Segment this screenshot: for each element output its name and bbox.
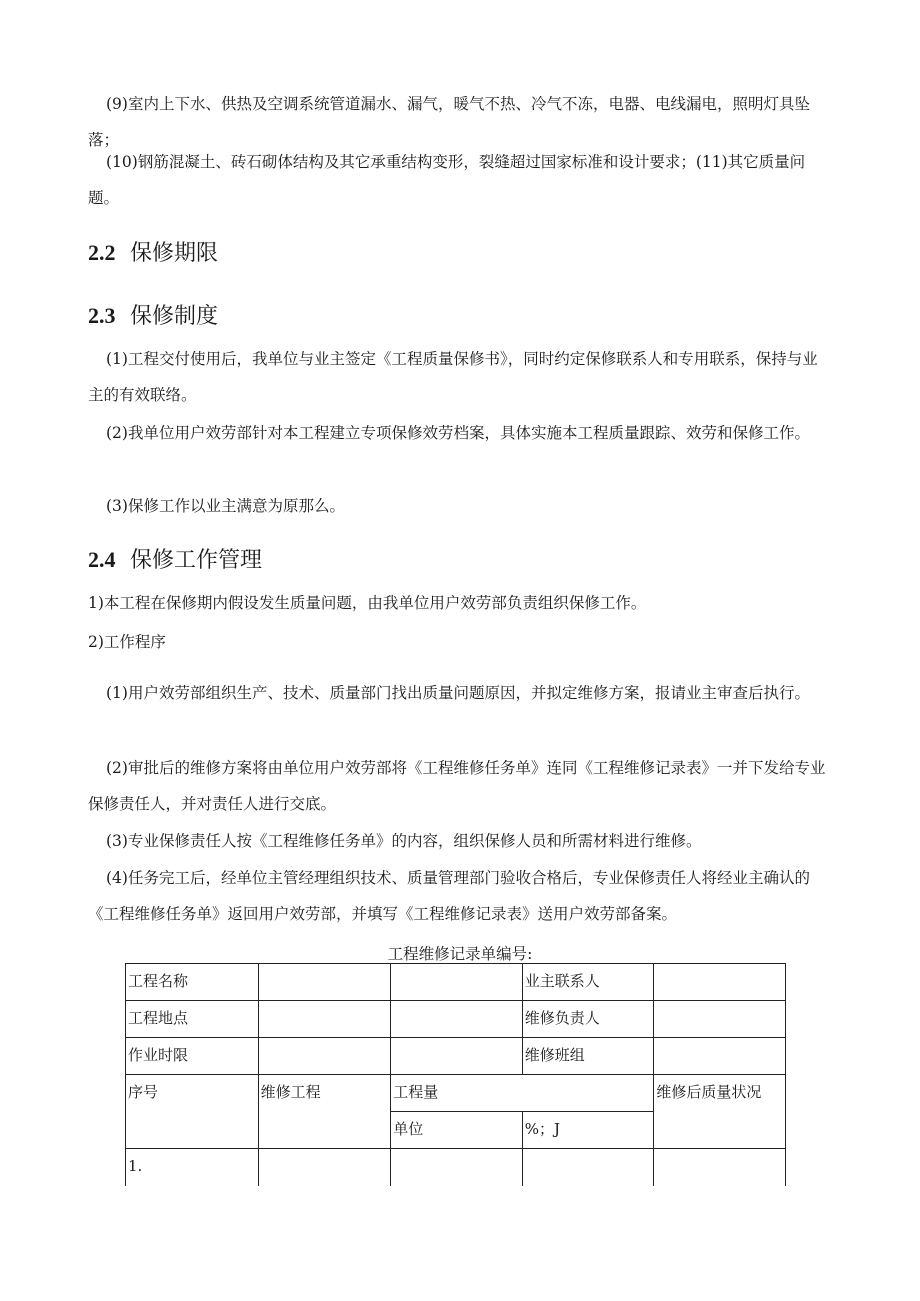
table-row bbox=[126, 1038, 786, 1075]
cell-row1-seq: 1. bbox=[126, 1149, 259, 1188]
header-quantity: 工程量 bbox=[391, 1075, 654, 1112]
paragraph-item-10-11: (10)钢筋混凝土、砖石砌体结构及其它承重结构变形，裂缝超过国家标准和设计要求；(11)其它质量问题。 bbox=[88, 153, 806, 207]
paragraph-2-4-item-2: 2)工作程序 bbox=[88, 633, 166, 651]
header-post-quality: 维修后质量状况 bbox=[654, 1075, 786, 1149]
header-repair-item: 维修工程 bbox=[258, 1075, 391, 1149]
label-work-period: 作业时限 bbox=[126, 1038, 259, 1075]
cell-blank bbox=[391, 964, 523, 1001]
repair-record-table bbox=[125, 963, 786, 1188]
table-row bbox=[126, 1075, 786, 1112]
paragraph-2-4-item-1: 1)本工程在保修期内假设发生质量问题，由我单位用户效劳部负责组织保修工作。 bbox=[88, 594, 647, 612]
cell-blank bbox=[391, 1001, 523, 1038]
label-project-location: 工程地点 bbox=[126, 1001, 259, 1038]
cell-repair-team-value bbox=[654, 1038, 786, 1075]
label-project-name: 工程名称 bbox=[126, 964, 259, 1001]
header-seq: 序号 bbox=[126, 1075, 259, 1149]
paragraph-procedure-3: (3)专业保修责任人按《工程维修任务单》的内容，组织保修人员和所需材料进行维修。 bbox=[106, 832, 702, 850]
paragraph-procedure-2: (2)审批后的维修方案将由单位用户效劳部将《工程维修任务单》连同《工程维修记录表》一并下发给专业保修责任人，并对责任人进行交底。 bbox=[88, 759, 826, 813]
heading-2-2 bbox=[88, 236, 218, 267]
cell-project-name-value bbox=[258, 964, 391, 1001]
paragraph-2-3-item-3: (3)保修工作以业主满意为原那么。 bbox=[106, 497, 345, 515]
table-row bbox=[126, 1001, 786, 1038]
heading-title: 保修制度 bbox=[130, 304, 219, 329]
heading-title: 保修期限 bbox=[130, 241, 219, 266]
heading-title: 保修工作管理 bbox=[130, 548, 263, 573]
cell-project-location-value bbox=[258, 1001, 391, 1038]
heading-number: 2.2 bbox=[88, 240, 116, 265]
cell-repair-lead-value bbox=[654, 1001, 786, 1038]
paragraph-item-9: (9)室内上下水、供热及空调系统管道漏水、漏气，暖气不热、冷气不冻，电器、电线漏电，照明灯具坠落； bbox=[88, 95, 810, 149]
label-repair-lead: 维修负责人 bbox=[522, 1001, 654, 1038]
paragraph-procedure-4: (4)任务完工后，经单位主管经理组织技术、质量管理部门验收合格后，专业保修责任人将经业主确认的《工程维修任务单》返回用户效劳部，并填写《工程维修记录表》送用户效劳部备案。 bbox=[88, 869, 810, 923]
table-row bbox=[126, 1149, 786, 1188]
heading-number: 2.4 bbox=[88, 547, 116, 572]
heading-2-4 bbox=[88, 543, 262, 574]
paragraph-procedure-1: (1)用户效劳部组织生产、技术、质量部门找出质量问题原因，并拟定维修方案，报请业主审查后执行。 bbox=[106, 684, 810, 702]
cell-blank bbox=[391, 1038, 523, 1075]
cell-row1-qty bbox=[522, 1149, 654, 1188]
cell-row1-unit bbox=[391, 1149, 523, 1188]
table-row bbox=[126, 964, 786, 1001]
header-unit-value: %；J bbox=[522, 1112, 654, 1149]
table-caption: 工程维修记录单编号: bbox=[387, 945, 533, 963]
paragraph-2-3-item-1: (1)工程交付使用后，我单位与业主签定《工程质量保修书》，同时约定保修联系人和专用联系，保持与业主的有效联络。 bbox=[88, 350, 818, 404]
cell-work-period-value bbox=[258, 1038, 391, 1075]
label-owner-contact: 业主联系人 bbox=[522, 964, 654, 1001]
page-bottom-margin bbox=[0, 1186, 920, 1301]
label-repair-team: 维修班组 bbox=[522, 1038, 654, 1075]
heading-number: 2.3 bbox=[88, 303, 116, 328]
paragraph-2-3-item-2: (2)我单位用户效劳部针对本工程建立专项保修效劳档案，具体实施本工程质量跟踪、效劳和保修工作。 bbox=[106, 424, 810, 442]
cell-owner-contact-value bbox=[654, 964, 786, 1001]
cell-row1-item bbox=[258, 1149, 391, 1188]
cell-row1-quality bbox=[654, 1149, 786, 1188]
heading-2-3 bbox=[88, 299, 218, 330]
header-unit: 单位 bbox=[391, 1112, 523, 1149]
